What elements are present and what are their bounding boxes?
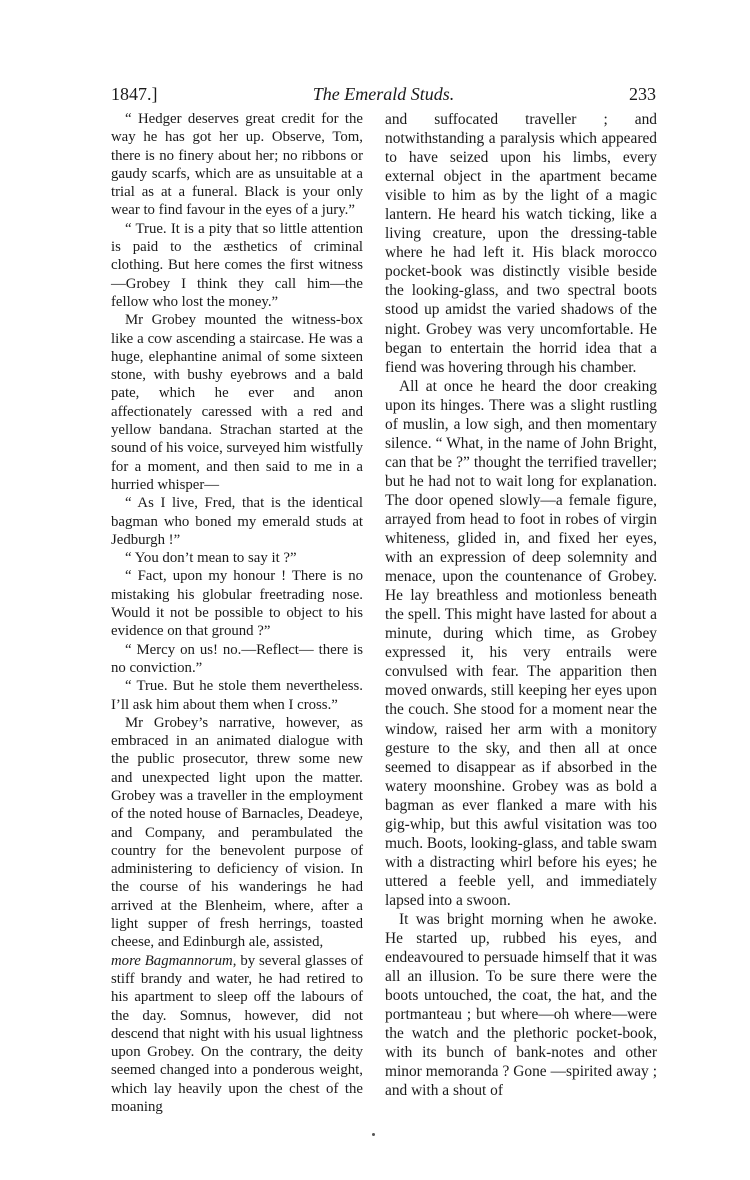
left-column (111, 110, 363, 1116)
paragraph: “ Mercy on us! no.—Reflect— there is no conviction.” (111, 641, 363, 676)
paragraph-continued: and suffocated traveller ; and notwithstanding a paralysis which appeared to have seized upon his limbs, every external object in the apartment became visible to him as by the light of a magic lantern. He heard his watch ticking, like a living creature, upon the dressing-table where he had left it. His black morocco pocket-book was distinctly visible beside the looking-glass, and two spectral boots stood up amidst the varied shadows of the night. Grobey was very uncomfortable. He began to entertain the horrid idea that a fiend was hovering through his chamber. (385, 111, 657, 376)
ink-speck (372, 1133, 375, 1136)
paragraph-text: , by several glasses of stiff brandy and water, he had retired to his apartment to sleep off the labours of the day. Somnus, however, did not descend that night with his usual lightness upon Grobey. On the contrary, the deity seemed changed into a ponderous weight, which lay heavily upon the chest of the moaning (111, 952, 363, 1116)
paragraph: “ Fact, upon my honour ! There is no mistaking his globular freetrading nose. Would it not be possible to object to his evidence on that ground ?” (111, 568, 363, 640)
latin-phrase: more Bagmannorum (111, 952, 233, 969)
paragraph: “ As I live, Fred, that is the identical bagman who boned my emerald studs at Jedburgh !” (111, 495, 363, 548)
paragraph: Mr Grobey mounted the witness-box like a cow ascending a staircase. He was a huge, elephantine animal of some sixteen stone, with bushy eyebrows and a bald pate, which he ever and anon affectionately caressed with a red and yellow bandana. Strachan started at the sound of his voice, surveyed him wistfully for a moment, and then said to me in a hurried whisper— (111, 312, 363, 493)
paragraph: “ True. But he stole them nevertheless. I’ll ask him about them when I cross.” (111, 678, 363, 713)
page-number: 233 (629, 84, 656, 104)
paragraph: Mr Grobey’s narrative, however, as embraced in an animated dialogue with the public prosecutor, threw some new and unexpected light upon the matter. Grobey was a traveller in the employment of the noted house of Barnacles, Deadeye, and Company, and perambulated the country for the benevolent purpose of administering to deficiency of vision. In the course of his wanderings he had arrived at the Blenheim, where, after a light supper of fresh herrings, toasted cheese, and Edinburgh ale, assisted, (111, 714, 363, 951)
header-year: 1847.] (111, 84, 158, 104)
paragraph: It was bright morning when he awoke. He started up, rubbed his eyes, and endeavoured to persuade himself that it was all an illusion. To be sure there were the boots untouched, the coat, the hat, and the portmanteau ; but where—oh where—were the watch and the plethoric pocket-book, with its bunch of bank-notes and other minor memoranda ? Gone —spirited away ; and with a shout of (385, 910, 657, 1100)
paragraph: “ Hedger deserves great credit for the way he has got her up. Observe, Tom, there is no finery about her; no ribbons or gaudy scarfs, which are as unsuitable at a trial as at a funeral. Black is your only wear to find favour in the eyes of a jury.” (111, 111, 363, 219)
paragraph-continued (111, 952, 363, 1117)
right-column (385, 110, 657, 1100)
paragraph: “ True. It is a pity that so little attention is paid to the æsthetics of criminal clothing. But here comes the first witness—Grobey I think they call him—the fellow who lost the money.” (111, 220, 363, 310)
paragraph: All at once he heard the door creaking upon its hinges. There was a slight rustling of muslin, a low sigh, and then momentary silence. “ What, in the name of John Bright, can that be ?” thought the terrified traveller; but he had not to wait long for explanation. The door opened slowly—a female figure, arrayed from head to foot in robes of virgin whiteness, glided in, and fixed her eyes, with an expression of deep solemnity and menace, upon the countenance of Grobey. He lay breathless and motionless beneath the spell. This might have lasted for about a minute, during which time, as Grobey expressed it, his very entrails were convulsed with fear. The apparition then moved onwards, still keeping her eyes upon the couch. She stood for a moment near the window, raised her arm with a monitory gesture to the sky, and then all at once seemed to disappear as if absorbed in the watery moonshine. Grobey was as bold a bagman as ever flanked a mare with his gig-whip, but this awful visitation was too much. Boots, looking-glass, and table swam with a distracting whirl before his eyes; he uttered a feeble yell, and immediately lapsed into a swoon. (385, 377, 657, 909)
running-header (111, 84, 656, 108)
paragraph: “ You don’t mean to say it ?” (125, 550, 297, 567)
header-title: The Emerald Studs. (312, 84, 455, 104)
